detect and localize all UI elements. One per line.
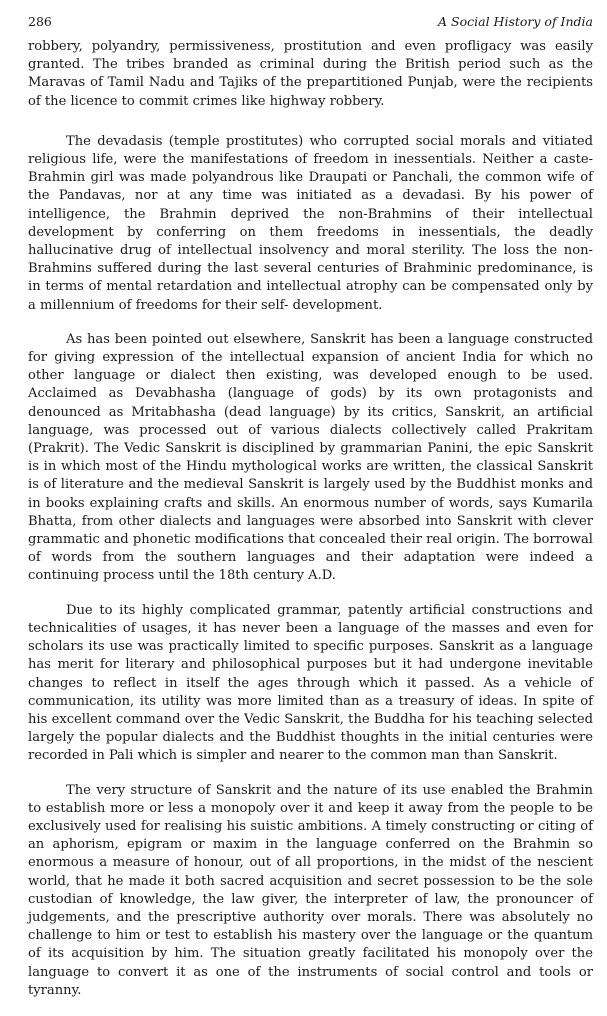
paragraph-sanskrit-grammar: Due to its highly complicated grammar, patently artificial constructions and technicalities of usages, it has never been a language of the masses and even for scholars its use was practically limited to specific purposes. Sanskrit as a language has merit for literary and philosophical purposes but it had undergone inevitable changes to reflect in itself the ages through which it passed. As a vehicle of communication, its utility was more limited than as a treasury of ideas. In spite of his excellent command over the Vedic Sanskrit, the Buddha for his teaching selected largely the popular dialects and the Buddhist thoughts in the initial centuries were recorded in Pali which is simpler and nearer to the common man than Sanskrit. xyxy=(28,602,593,764)
paragraph-brahmin-monopoly: The very structure of Sanskrit and the nature of its use enabled the Brahmin to establish more or less a monopoly over it and keep it away from the people to be exclusively used for realising his suistic ambitions. A timely constructing or citing of an aphorism, epigram or maxim in the language conferred on the Brahmin so enormous a measure of honour, out of all proportions, in the midst of the nescient world, that he made it both sacred acquisition and secret possession to be the sole custodian of knowledge, the law giver, the interpreter of law, the pronouncer of judgements, and the prescriptive authority over morals. There was absolutely no challenge to him or test to establish his mastery over the language or the quantum of its acquisition by him. The situation greatly facilitated his monopoly over the language to convert it as one of the instruments of social control and tools or tyranny. xyxy=(28,782,593,998)
paragraph-sanskrit-origins: As has been pointed out elsewhere, Sanskrit has been a language constructed for giving expression of the intellectual expansion of ancient India for which no other language or dialect then existing, was developed enough to be used. Acclaimed as Devabhasha (language of gods) by its own protagonists and denounced as Mritabhasha (dead language) by its critics, Sanskrit, an artificial language, was processed out of various dialects collectively called Prakritam (Prakrit). The Vedic Sanskrit is disciplined by grammarian Panini, the epic Sanskrit is in which most of the Hindu mythological works are written, the classical Sanskrit is of literature and the medieval Sanskrit is largely used by the Buddhist monks and in books explaining crafts and skills. An enormous number of words, says Kumarila Bhatta, from other dialects and languages were absorbed into Sanskrit with clever grammatic and phonetic modifications that concealed their real origin. The borrowal of words from the southern languages and their adaptation were indeed a continuing process until the 18th century A.D. xyxy=(28,331,593,584)
book-page xyxy=(28,14,593,1016)
paragraph-continued: robbery, polyandry, permissiveness, prostitution and even profligacy was easily granted. The tribes branded as criminal during the British period such as the Maravas of Tamil Nadu and Tajiks of the prepartitioned Punjab, were the recipients of the licence to commit crimes like highway robbery. xyxy=(28,39,593,109)
paragraph-devadasis: The devadasis (temple prostitutes) who corrupted social morals and vitiated religious life, were the manifestations of freedom in inessentials. Neither a caste-Brahmin girl was made polyandrous like Draupati or Panchali, the common wife of the Pandavas, nor at any time was initiated as a devadasi. By his power of intelligence, the Brahmin deprived the non-Brahmins of their intellectual development by conferring on them freedoms in inessentials, the deadly hallucinative drug of intellectual insolvency and moral sterility. The loss the non-Brahmins suffered during the last several centuries of Brahminic predominance, is in terms of mental retardation and intellectual atrophy can be compensated only by a millennium of freedoms for their self- development. xyxy=(28,133,593,313)
page-number: 286 xyxy=(28,14,52,29)
page-header xyxy=(28,14,593,36)
running-title: A Social History of India xyxy=(438,14,593,29)
